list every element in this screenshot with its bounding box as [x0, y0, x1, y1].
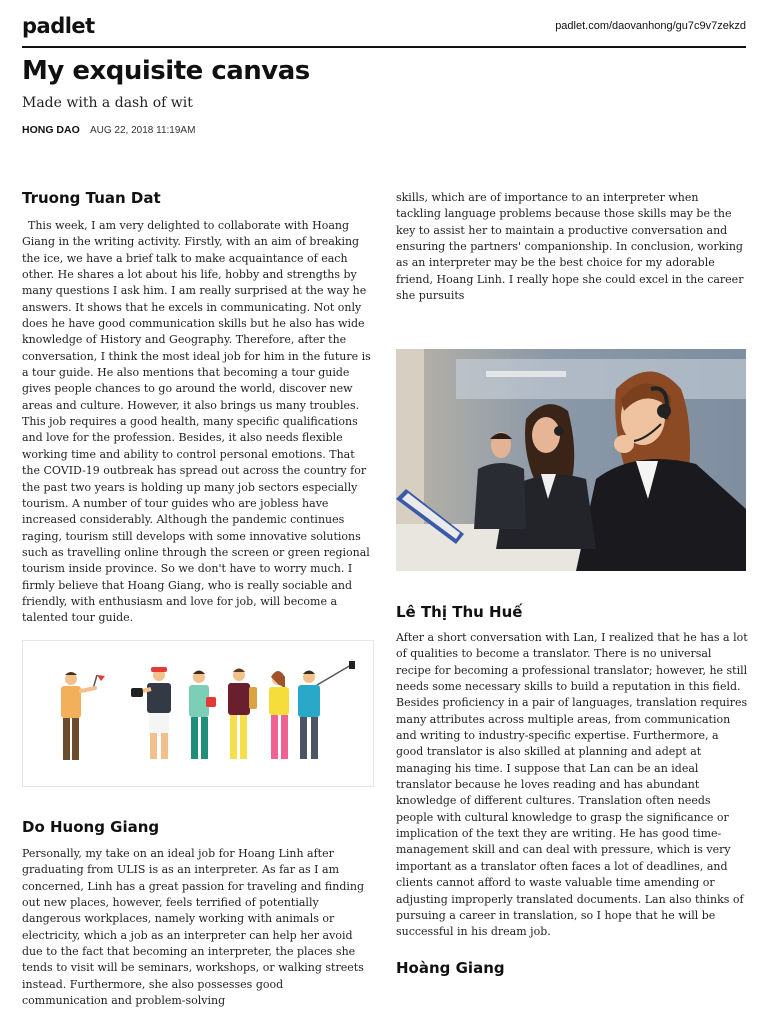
people-illustration-icon	[23, 641, 373, 786]
top-bar	[22, 12, 746, 48]
person-yellow-pants	[228, 669, 257, 760]
person-selfie-stick	[298, 661, 355, 759]
padlet-logo[interactable]: padlet	[22, 14, 95, 38]
board-subtitle: Made with a dash of wit	[22, 95, 193, 111]
post-title-truong-tuan-dat: Truong Tuan Dat	[22, 189, 161, 207]
post-body-le-thi-thu-hue: After a short conversation with Lan, I realized that he has a lot of qualities to become a translator. There is no universal recipe for becoming a professional translator; however, he still needs some necessary skills to build a reputation in this field. Besides proficiency in a pair of languages, translation requires many attributes across multiple areas, from communication and writing to industry-specific expertise. Furthermore, a good translator is also skilled at planning and adept at managing his time. I suppose that Lan can be an ideal translator because he loves reading and has abundant knowledge of different cultures. Translation often needs people with cultural knowledge to grasp the significance or implication of the text they are writing. He has good time-management skill and can deal with pressure, which is very important as a translator often faces a lot of deadlines, and clients cannot afford to waste valuable time amending or adjusting improperly translated documents. Lan also thinks of pursuing a career in translation, so I hope that he will be successful in his dream job.	[396, 631, 748, 939]
post-title-do-huong-giang: Do Huong Giang	[22, 818, 160, 836]
people-illustration-image	[22, 640, 374, 787]
person-yellow-top	[269, 671, 289, 759]
board-title: My exquisite canvas	[22, 56, 310, 86]
call-center-photo-icon	[396, 349, 746, 571]
post-body-truong-tuan-dat: This week, I am very delighted to collaborate with Hoang Giang in the writing activity. Firstly, with an aim of breaking the ice, we have a brief talk to make acquaintance of each other. He shares a lot about his life, hobby and strengths by many questions I ask him. I am really surprised at the way he answers. It shows that he excels in communicating. Not only does he have good communication skills but he also has wide knowledge of History and Geography. Therefore, after the conversation, I think the most ideal job for him in the future is a tour guide. He also mentions that becoming a tour guide gives people chances to go around the world, discover new areas and culture. However, it also brings us many troubles. This job requires a good health, many specific qualifications and love for the profession. Besides, it also needs flexible working time and ability to control personal emotions. That the COVID-19 outbreak has spread out across the country for the past two years is holding up many job sectors especially tourism. A number of tour guides who are jobless have increased considerably. Although the pandemic continues raging, tourism still develops with some innovative solutions such as travelling online through the screen or green regional tourism inside province. So we don't have to worry much. I firmly believe that Hoang Giang, who is really sociable and friendly, with enthusiasm and love for job, will become a talented tour guide.	[22, 219, 371, 625]
person-teal-shirt	[189, 671, 216, 760]
post-body-do-huong-giang-continued: skills, which are of importance to an interpreter when tackling language problems because those skills may be the key to assist her to maintain a productive conversation and ensuring the partners' companionship. In conclusion, working as an interpreter may be the best choice for my adorable friend, Hoang Linh. I really hope she could excel in the career she pursuits	[396, 191, 744, 303]
post-title-le-thi-thu-hue: Lê Thị Thu Huế	[396, 603, 523, 621]
board-url[interactable]: padlet.com/daovanhong/gu7c9v7zekzd	[555, 20, 746, 32]
post-date: AUG 22, 2018 11:19AM	[89, 125, 196, 136]
post-body-do-huong-giang: Personally, my take on an ideal job for Hoang Linh after graduating from ULIS is as an interpreter. As far as I am concerned, Linh has a great passion for traveling and finding out new places, however, feels terrified of potentially dangerous workplaces, namely working with animals or electricity, which a job as an interpreter can help her avoid due to the fact that becoming an interpreter, the places she tends to visit will be seminars, workshops, or walking streets instead. Furthermore, she also possesses good communication and problem-solving	[22, 847, 365, 1008]
person-photographer	[131, 667, 171, 759]
call-center-photo	[396, 349, 746, 571]
author-name: HONG DAO	[22, 124, 80, 136]
board-meta	[22, 124, 195, 136]
person-guide-flag	[61, 672, 105, 760]
post-title-hoang-giang: Hoàng Giang	[396, 959, 505, 977]
